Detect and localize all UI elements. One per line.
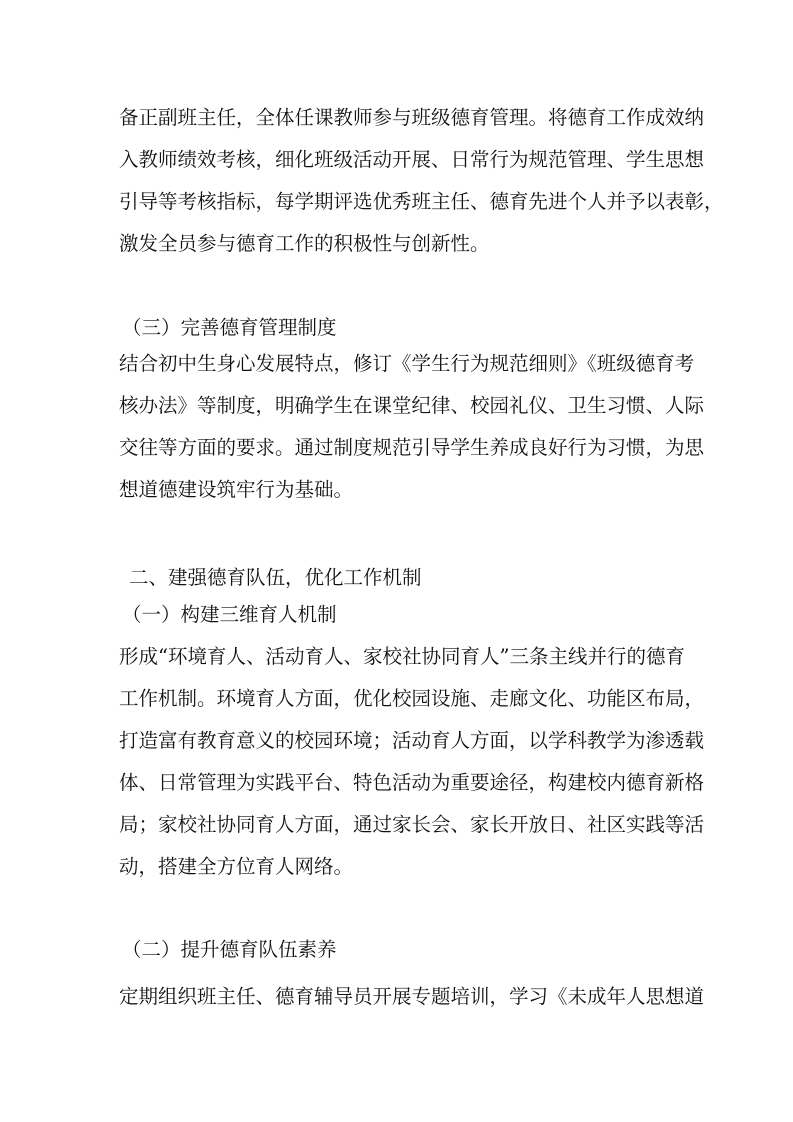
- subheading-2: （二）提升德育队伍素养: [122, 938, 337, 961]
- paragraph-line: 结合初中生身心发展特点，修订《学生行为规范细则》《班级德育考: [119, 352, 695, 375]
- paragraph-line: 工作机制。环境育人方面，优化校园设施、走廊文化、功能区布局，: [119, 687, 705, 710]
- paragraph-line: 入教师绩效考核，细化班级活动开展、日常行为规范管理、学生思想: [119, 148, 705, 171]
- paragraph-line: 引导等考核指标，每学期评选优秀班主任、德育先进个人并予以表彰，: [119, 190, 724, 213]
- paragraph-line: 交往等方面的要求。通过制度规范引导学生养成良好行为习惯，为思: [119, 436, 705, 459]
- paragraph-line: 定期组织班主任、德育辅导员开展专题培训，学习《未成年人思想道: [119, 985, 705, 1008]
- paragraph-line: 激发全员参与德育工作的积极性与创新性。: [119, 232, 490, 255]
- paragraph-line: 体、日常管理为实践平台、特色活动为重要途径，构建校内德育新格: [119, 771, 705, 794]
- paragraph-line: 核办法》等制度，明确学生在课堂纪律、校园礼仪、卫生习惯、人际: [119, 394, 705, 417]
- paragraph-line: 动，搭建全方位育人网络。: [119, 855, 354, 878]
- subheading-1: （一）构建三维育人机制: [122, 603, 337, 626]
- section-heading-2: 二、建强德育队伍，优化工作机制: [129, 566, 422, 589]
- paragraph-line: 打造富有教育意义的校园环境；活动育人方面，以学科教学为渗透载: [119, 729, 705, 752]
- paragraph-line: 局；家校社协同育人方面，通过家长会、家长开放日、社区实践等活: [119, 813, 705, 836]
- subheading-3: （三）完善德育管理制度: [122, 316, 337, 339]
- paragraph-line: 备正副班主任，全体任课教师参与班级德育管理。将德育工作成效纳: [119, 106, 705, 129]
- paragraph-line: 想道德建设筑牢行为基础。: [119, 478, 354, 501]
- paragraph-line: 形成“环境育人、活动育人、家校社协同育人”三条主线并行的德育: [119, 645, 685, 668]
